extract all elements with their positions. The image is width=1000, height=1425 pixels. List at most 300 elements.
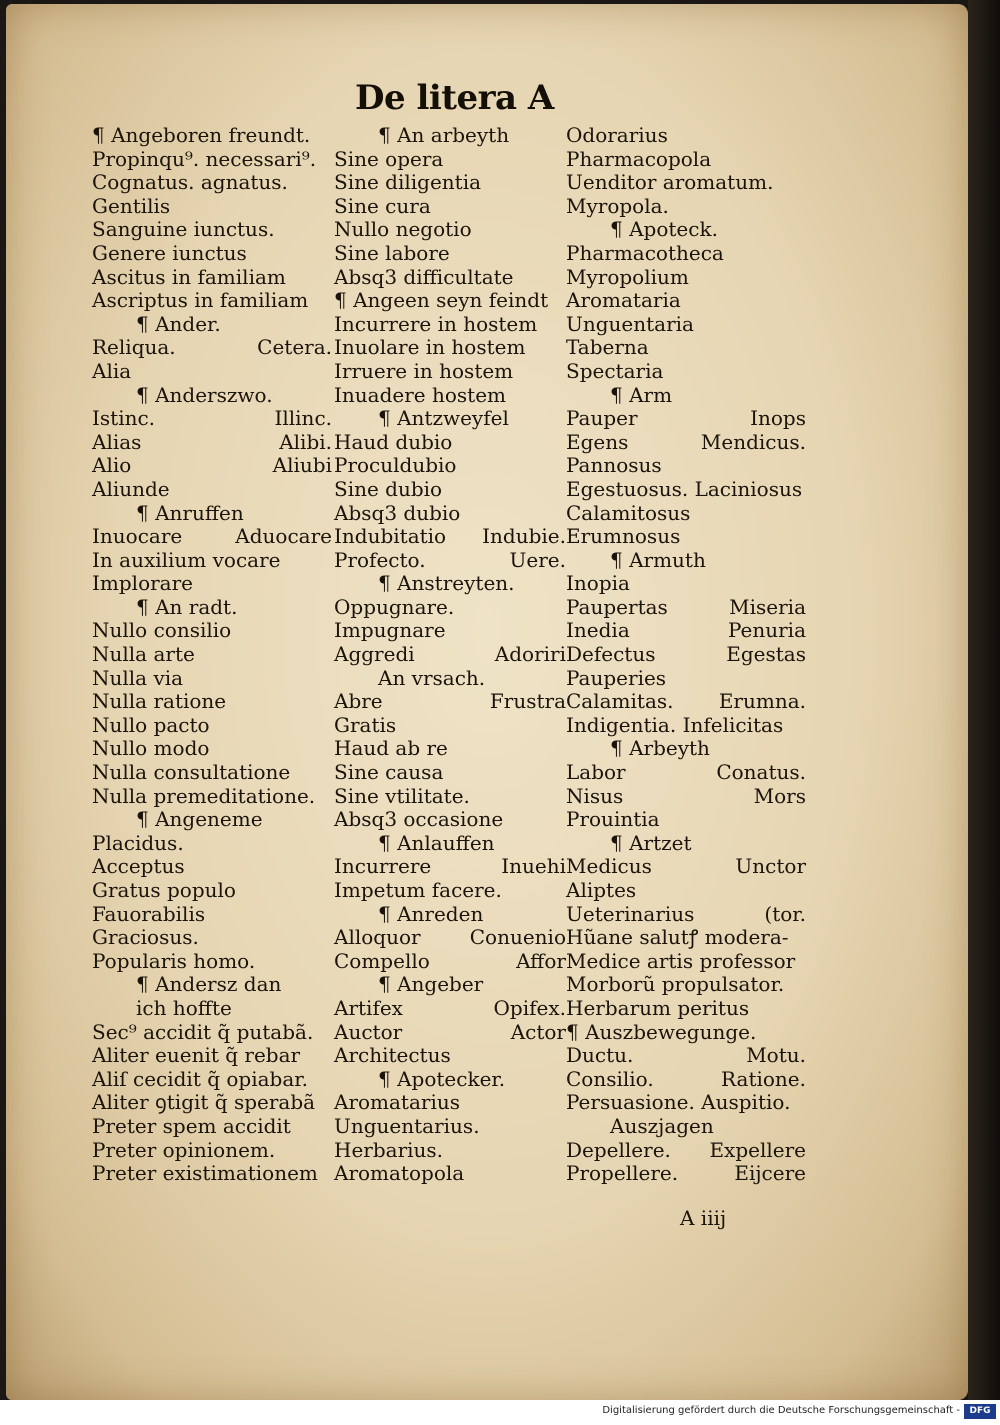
entry-left: Pauper [566, 406, 638, 431]
text-column-1 [92, 124, 332, 1186]
entry-text: Impugnare [334, 618, 446, 643]
dictionary-line [92, 690, 332, 714]
dictionary-line [334, 690, 566, 714]
entry-left: Calamitas. [566, 689, 674, 714]
dictionary-line [566, 1044, 806, 1068]
entry-heading: ¶ Anreden [378, 901, 484, 926]
page-title: De litera A [355, 78, 554, 118]
dictionary-line [566, 289, 806, 313]
entry-left: Alio [92, 453, 132, 478]
dictionary-line [566, 903, 806, 927]
entry-right: Aduocare [235, 524, 332, 549]
dictionary-line [334, 502, 566, 526]
dictionary-line [334, 950, 566, 974]
entry-left: Alias [92, 429, 142, 454]
dictionary-line [566, 643, 806, 667]
dictionary-line [92, 572, 332, 596]
dictionary-line [334, 879, 566, 903]
entry-text: ¶ Angeen seyn feindt [334, 288, 549, 313]
dfg-logo: DFG [964, 1404, 996, 1419]
dictionary-line [92, 1115, 332, 1139]
entry-heading: ¶ Arm [610, 382, 673, 407]
entry-right: Mendicus. [700, 429, 806, 454]
dictionary-line [92, 478, 332, 502]
entry-left: Auctor [334, 1019, 403, 1044]
dictionary-line [92, 242, 332, 266]
entry-right: Actor [510, 1019, 566, 1044]
entry-right: Mors [753, 783, 806, 808]
dictionary-line [92, 336, 332, 360]
dictionary-line [566, 997, 806, 1021]
footer-credit: Digitalisierung gefördert durch die Deutsche Forschungsgemeinschaft - [602, 1405, 960, 1416]
entry-left: Nisus [566, 783, 624, 808]
dictionary-line [334, 1139, 566, 1163]
entry-left: Paupertas [566, 594, 668, 619]
entry-text: Aromatarius [334, 1090, 460, 1115]
entry-text: Prouintia [566, 807, 660, 832]
entry-text: Placidus. [92, 830, 184, 855]
dictionary-line [92, 619, 332, 643]
dictionary-line [334, 903, 566, 927]
dictionary-line [334, 407, 566, 431]
entry-text: Pauperies [566, 665, 667, 690]
dictionary-line [334, 1115, 566, 1139]
entry-text: Uenditor aromatum. [566, 170, 774, 195]
dictionary-line [92, 1139, 332, 1163]
entry-text: Sec⁹ accidit q̃ putabã. [92, 1019, 314, 1044]
entry-text: Absq3 difficultate [334, 264, 514, 289]
dictionary-line [334, 643, 566, 667]
entry-text: ¶ Angeboren freundt. [92, 123, 311, 147]
dictionary-line [334, 171, 566, 195]
dictionary-line [566, 1091, 806, 1115]
dictionary-line [334, 454, 566, 478]
entry-text: Haud ab re [334, 736, 448, 761]
entry-text: Popularis homo. [92, 948, 256, 973]
entry-text: Preter spem accidit [92, 1113, 291, 1138]
dictionary-line [92, 737, 332, 761]
entry-right: Ratione. [721, 1066, 806, 1091]
dictionary-line [92, 596, 332, 620]
entry-right: Inops [750, 406, 806, 431]
entry-text: Pharmacopola [566, 146, 712, 171]
entry-text: Indigentia. Infelicitas [566, 712, 784, 737]
entry-text: Graciosus. [92, 925, 199, 950]
entry-text: Hũane salutꝭ modera- [566, 925, 789, 950]
dictionary-line [334, 195, 566, 219]
entry-text: Egestuosus. Laciniosus [566, 476, 803, 501]
dictionary-line [92, 926, 332, 950]
entry-text: Inopia [566, 571, 630, 596]
entry-text: Absq3 dubio [334, 500, 461, 525]
dictionary-line [334, 242, 566, 266]
entry-text: Pannosus [566, 453, 662, 478]
book-spine [968, 0, 1000, 1400]
dictionary-line [334, 313, 566, 337]
entry-right: Expellere [709, 1137, 806, 1162]
dictionary-line [92, 667, 332, 691]
dictionary-line [92, 832, 332, 856]
dictionary-line [92, 313, 332, 337]
entry-text: Oppugnare. [334, 594, 455, 619]
entry-text: Sine diligentia [334, 170, 482, 195]
dictionary-line [566, 1068, 806, 1092]
dictionary-line [92, 384, 332, 408]
entry-heading: An vrsach. [378, 665, 486, 690]
entry-text: Absq3 occasione [334, 807, 504, 832]
dictionary-line [566, 124, 806, 148]
entry-text: Preter opinionem. [92, 1137, 276, 1162]
entry-left: Abre [334, 689, 383, 714]
entry-text: Sine causa [334, 760, 444, 785]
entry-text: Herbarum peritus [566, 995, 750, 1020]
entry-text: Unguentarius. [334, 1113, 480, 1138]
dictionary-line [334, 808, 566, 832]
dictionary-line [92, 525, 332, 549]
dictionary-line [92, 502, 332, 526]
dictionary-line [334, 124, 566, 148]
dictionary-line [334, 1021, 566, 1045]
dictionary-line [92, 879, 332, 903]
dictionary-line [92, 171, 332, 195]
entry-text: Ascriptus in familiam [92, 288, 309, 313]
dictionary-line [566, 572, 806, 596]
entry-left: Istinc. [92, 406, 156, 431]
dictionary-line [566, 336, 806, 360]
entry-right: Indubie. [482, 524, 566, 549]
dictionary-line [92, 431, 332, 455]
dictionary-line [566, 549, 806, 573]
entry-heading: ¶ Angeneme [136, 807, 263, 832]
entry-text: Nullo modo [92, 736, 210, 761]
entry-right: Frustra [489, 689, 566, 714]
entry-right: Unctor [735, 854, 806, 879]
dictionary-line [334, 360, 566, 384]
entry-heading: ¶ Apotecker. [378, 1066, 506, 1091]
entry-text: Unguentaria [566, 311, 694, 336]
entry-right: Erumna. [718, 689, 806, 714]
entry-text: Taberna [566, 335, 649, 360]
entry-heading: Auszjagen [610, 1113, 714, 1138]
entry-left: Ueterinarius [566, 901, 695, 926]
dictionary-line [92, 973, 332, 997]
entry-text: Gratis [334, 712, 397, 737]
entry-right: Conatus. [716, 760, 806, 785]
entry-text: Sine cura [334, 193, 431, 218]
dictionary-line [566, 502, 806, 526]
entry-text: Fauorabilis [92, 901, 206, 926]
dictionary-line [334, 431, 566, 455]
entry-text: Cognatus. agnatus. [92, 170, 288, 195]
entry-right: Eijcere [734, 1161, 806, 1186]
dictionary-line [566, 808, 806, 832]
dictionary-line [334, 525, 566, 549]
dictionary-line [334, 1162, 566, 1186]
entry-left: Labor [566, 760, 626, 785]
dictionary-line [334, 973, 566, 997]
dictionary-line [92, 195, 332, 219]
entry-right: (tor. [764, 901, 806, 926]
dictionary-line [566, 1162, 806, 1186]
entry-text: Sine vtilitate. [334, 783, 470, 808]
dictionary-line [334, 619, 566, 643]
entry-left: Depellere. [566, 1137, 671, 1162]
dictionary-line [334, 997, 566, 1021]
dictionary-line [92, 454, 332, 478]
dictionary-line [566, 313, 806, 337]
entry-text: Morborũ propulsator. [566, 972, 785, 997]
entry-left: Medicus [566, 854, 652, 879]
entry-heading: ich hoffte [136, 995, 232, 1020]
entry-text: Myropola. [566, 193, 669, 218]
dictionary-line [566, 667, 806, 691]
entry-left: Egens [566, 429, 629, 454]
dictionary-line [334, 832, 566, 856]
entry-right: Uere. [509, 547, 566, 572]
entry-right: Cetera. [257, 335, 332, 360]
dictionary-line [334, 549, 566, 573]
dictionary-line [334, 1068, 566, 1092]
dictionary-line [566, 384, 806, 408]
dictionary-line [92, 407, 332, 431]
entry-text: Inuadere hostem [334, 382, 507, 407]
dictionary-line [92, 714, 332, 738]
entry-right: Miseria [729, 594, 806, 619]
entry-heading: ¶ Anruffen [136, 500, 244, 525]
entry-text: Odorarius [566, 123, 668, 147]
entry-right: Conuenio [469, 925, 566, 950]
dictionary-line [566, 360, 806, 384]
dictionary-line [92, 855, 332, 879]
dictionary-line [334, 926, 566, 950]
dictionary-line [566, 690, 806, 714]
dictionary-line [334, 384, 566, 408]
dictionary-line [566, 596, 806, 620]
dictionary-line [334, 266, 566, 290]
entry-left: Alloquor [334, 925, 421, 950]
entry-heading: ¶ Armuth [610, 547, 706, 572]
entry-text: Aliptes [566, 878, 637, 902]
entry-left: Ductu. [566, 1043, 634, 1068]
entry-left: Propellere. [566, 1161, 679, 1186]
entry-heading: ¶ Arbeyth [610, 736, 710, 761]
dictionary-line [92, 1068, 332, 1092]
entry-text: Nullo negotio [334, 217, 472, 242]
dictionary-line [566, 525, 806, 549]
entry-text: Myropolium [566, 264, 689, 289]
entry-right: Penuria [727, 618, 806, 643]
entry-text: Aliter euenit q̃ rebar [92, 1043, 301, 1068]
entry-text: Sine dubio [334, 476, 443, 501]
entry-text: Herbarius. [334, 1137, 444, 1162]
entry-heading: ¶ Anderszwo. [136, 382, 273, 407]
entry-text: Sanguine iunctus. [92, 217, 275, 242]
entry-heading: ¶ An arbeyth [378, 123, 510, 147]
entry-text: Nulla via [92, 665, 184, 690]
entry-text: Ascitus in familiam [92, 264, 286, 289]
dictionary-line [334, 714, 566, 738]
dictionary-line [92, 761, 332, 785]
dictionary-line [566, 832, 806, 856]
entry-text: Erumnosus [566, 524, 681, 549]
entry-text: Irruere in hostem [334, 358, 514, 383]
dictionary-line [92, 785, 332, 809]
entry-right: Adoriri [494, 642, 566, 667]
dictionary-line [566, 1115, 806, 1139]
entry-text: Nulla ratione [92, 689, 227, 714]
entry-heading: ¶ Andersz dan [136, 972, 282, 997]
entry-text: Gratus populo [92, 878, 236, 902]
entry-text: Incurrere in hostem [334, 311, 538, 336]
entry-text: Spectaria [566, 358, 664, 383]
entry-right: Alibi. [279, 429, 332, 454]
dictionary-line [566, 1139, 806, 1163]
dictionary-line [566, 785, 806, 809]
dictionary-line [566, 1021, 806, 1045]
entry-text: Aliſ cecidit q̃ opiabar. [92, 1066, 308, 1091]
dictionary-line [92, 808, 332, 832]
dictionary-line [566, 973, 806, 997]
dictionary-line [92, 1021, 332, 1045]
entry-heading: ¶ Apoteck. [610, 217, 718, 242]
dictionary-line [334, 1044, 566, 1068]
dictionary-line [92, 148, 332, 172]
entry-heading: ¶ Artzet [610, 830, 692, 855]
dictionary-line [334, 148, 566, 172]
entry-left: Inuocare [92, 524, 183, 549]
dictionary-line [566, 195, 806, 219]
entry-left: Compello [334, 948, 430, 973]
dictionary-line [334, 218, 566, 242]
entry-left: Aggredi [334, 642, 415, 667]
dictionary-line [92, 124, 332, 148]
entry-text: Medice artis professor [566, 948, 796, 973]
entry-text: Implorare [92, 571, 193, 596]
dictionary-line [334, 1091, 566, 1115]
dictionary-line [334, 855, 566, 879]
entry-text: Aliter ꝯtigit q̃ sperabã [92, 1090, 316, 1115]
entry-text: Impetum facere. [334, 878, 502, 902]
dictionary-line [92, 266, 332, 290]
dictionary-line [92, 549, 332, 573]
dictionary-line [566, 266, 806, 290]
entry-text: Gentilis [92, 193, 171, 218]
entry-left: Defectus [566, 642, 656, 667]
dictionary-line [566, 950, 806, 974]
dictionary-line [92, 360, 332, 384]
dictionary-line [566, 879, 806, 903]
entry-left: Consilio. [566, 1066, 654, 1091]
entry-heading: ¶ Angeber [378, 972, 484, 997]
dictionary-line [566, 407, 806, 431]
entry-text: Pharmacotheca [566, 240, 724, 265]
dictionary-line [92, 1091, 332, 1115]
entry-right: Opifex. [493, 995, 566, 1020]
entry-right: Motu. [746, 1043, 806, 1068]
entry-heading: ¶ Ander. [136, 311, 221, 336]
dictionary-line [334, 667, 566, 691]
entry-heading: ¶ Antzweyfel [378, 406, 509, 431]
dictionary-line [334, 478, 566, 502]
entry-right: Affor [516, 948, 566, 973]
dictionary-line [92, 218, 332, 242]
entry-text: Nullo consilio [92, 618, 232, 643]
entry-text: Nulla consultatione [92, 760, 291, 785]
entry-text: Sine labore [334, 240, 450, 265]
catchword: A iiij [680, 1206, 727, 1230]
dictionary-line [92, 643, 332, 667]
entry-left: Inedia [566, 618, 630, 643]
dictionary-line [334, 761, 566, 785]
dictionary-line [566, 619, 806, 643]
dictionary-line [566, 926, 806, 950]
entry-text: Preter existimationem [92, 1161, 318, 1186]
entry-text: Sine opera [334, 146, 444, 171]
dictionary-line [566, 454, 806, 478]
dictionary-line [566, 218, 806, 242]
entry-text: Aliunde [92, 476, 170, 501]
dictionary-line [334, 572, 566, 596]
entry-text: Proculdubio [334, 453, 457, 478]
dictionary-line [566, 242, 806, 266]
dictionary-line [334, 785, 566, 809]
entry-text: Haud dubio [334, 429, 453, 454]
entry-text: Alia [92, 358, 132, 383]
entry-text: ¶ Auszbewegunge. [566, 1019, 757, 1044]
entry-text: Acceptus [92, 854, 185, 879]
dictionary-line [566, 431, 806, 455]
dictionary-line [566, 148, 806, 172]
entry-left: Reliqua. [92, 335, 176, 360]
entry-left: Profecto. [334, 547, 426, 572]
dictionary-line [566, 761, 806, 785]
dictionary-line [334, 596, 566, 620]
entry-text: Genere iunctus [92, 240, 247, 265]
entry-right: Inuehi [501, 854, 566, 879]
entry-text: Inuolare in hostem [334, 335, 526, 360]
dictionary-line [566, 171, 806, 195]
entry-text: Architectus [334, 1043, 451, 1068]
entry-text: Persuasione. Auspitio. [566, 1090, 791, 1115]
entry-text: Aromataria [566, 288, 681, 313]
entry-text: Aromatopola [334, 1161, 465, 1186]
entry-text: Nulla premeditatione. [92, 783, 316, 808]
entry-right: Egestas [726, 642, 806, 667]
entry-text: In auxilium vocare [92, 547, 281, 572]
entry-text: Calamitosus [566, 500, 691, 525]
entry-left: Indubitatio [334, 524, 447, 549]
entry-text: Nullo pacto [92, 712, 210, 737]
text-column-2 [334, 124, 566, 1186]
dictionary-line [566, 737, 806, 761]
entry-left: Incurrere [334, 854, 432, 879]
entry-heading: ¶ Anstreyten. [378, 571, 515, 596]
dictionary-line [566, 855, 806, 879]
entry-heading: ¶ Anlauffen [378, 830, 495, 855]
dictionary-line [92, 903, 332, 927]
dictionary-line [566, 478, 806, 502]
entry-right: Aliubi [272, 453, 332, 478]
dictionary-line [566, 714, 806, 738]
dictionary-line [92, 950, 332, 974]
text-column-3 [566, 124, 806, 1186]
entry-heading: ¶ An radt. [136, 594, 238, 619]
entry-text: Propinqu⁹. necessari⁹. [92, 146, 317, 171]
dictionary-line [92, 1044, 332, 1068]
dictionary-line [334, 336, 566, 360]
dictionary-line [92, 1162, 332, 1186]
dictionary-line [92, 997, 332, 1021]
